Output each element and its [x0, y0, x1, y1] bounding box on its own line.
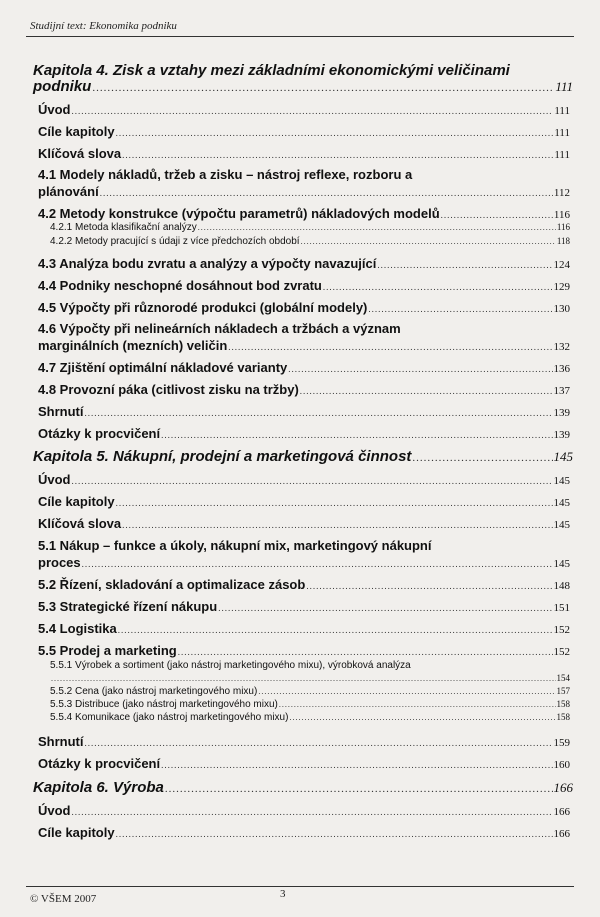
entry-label-cont: plánování: [38, 184, 99, 199]
toc-entry[interactable]: [0, 712, 600, 723]
toc-entry[interactable]: [0, 256, 600, 271]
page-number: 152: [553, 624, 570, 636]
leader-dots: [279, 700, 556, 709]
toc-entry-chapter-4[interactable]: [0, 78, 600, 95]
leader-dots: [72, 476, 553, 486]
toc-entry[interactable]: [0, 756, 600, 771]
page-number: 111: [554, 105, 570, 117]
chapter-5-title: Kapitola 5. Nákupní, prodejní a marketingová činnost: [33, 448, 412, 465]
entry-label: 5.5.1 Výrobek a sortiment (jako nástroj marketingového mixu), výrobková analýza: [50, 660, 411, 671]
toc-entry[interactable]: [0, 686, 600, 697]
page-number: 148: [553, 580, 570, 592]
leader-dots: [288, 364, 552, 374]
page-number: 160: [553, 759, 570, 771]
chapter-6-title: Kapitola 6. Výroba: [33, 779, 164, 796]
toc-entry[interactable]: [0, 236, 600, 247]
toc-entry[interactable]: [0, 426, 600, 441]
toc-entry[interactable]: [0, 278, 600, 293]
toc-entry[interactable]: [0, 734, 600, 749]
page-number: 111: [554, 127, 570, 139]
toc-entry[interactable]: [0, 825, 600, 840]
toc-entry-chapter-6[interactable]: [0, 779, 600, 796]
toc-entry[interactable]: [0, 102, 600, 117]
page-number: 116: [553, 209, 570, 221]
page-number: 159: [553, 737, 570, 749]
page-number: 137: [553, 385, 570, 397]
entry-label-cont: proces: [38, 555, 81, 570]
entry-label: 5.1 Nákup – funkce a úkoly, nákupní mix, marketingový nákupní: [38, 538, 432, 553]
footer-copyright: © VŠEM 2007: [30, 893, 97, 905]
page-number: 116: [556, 222, 570, 232]
leader-dots: [178, 647, 553, 657]
toc-entry[interactable]: [0, 555, 600, 570]
entry-label: Klíčová slova: [38, 516, 122, 531]
entry-label: 5.4 Logistika: [38, 621, 117, 636]
page-number: 166: [553, 806, 570, 818]
leader-dots: [116, 498, 553, 508]
page-number: 166: [553, 780, 573, 795]
leader-dots: [198, 223, 556, 232]
leader-dots: [82, 559, 553, 569]
page-number: 145: [553, 558, 570, 570]
leader-dots: [161, 430, 552, 440]
entry-label: 4.2 Metody konstrukce (výpočtu parametrů) nákladových modelů: [38, 206, 440, 221]
page-number: 158: [556, 699, 570, 709]
leader-dots: [218, 603, 552, 613]
leader-dots: [116, 128, 554, 138]
toc-entry[interactable]: [0, 803, 600, 818]
page-number: 132: [553, 341, 570, 353]
footer-rule: [26, 886, 574, 887]
leader-dots: [377, 260, 552, 270]
entry-label: 4.4 Podniky neschopné dosáhnout bod zvratu: [38, 278, 322, 293]
leader-dots: [289, 713, 555, 722]
toc-entry[interactable]: [0, 516, 600, 531]
page-number: 136: [553, 363, 570, 375]
entry-label: Cíle kapitoly: [38, 124, 115, 139]
entry-label: 5.2 Řízení, skladování a optimalizace zásob: [38, 577, 306, 592]
toc-entry[interactable]: [0, 673, 600, 683]
entry-label: Klíčová slova: [38, 146, 122, 161]
toc-entry[interactable]: [0, 404, 600, 419]
page-number: 129: [553, 281, 570, 293]
page-number: 111: [554, 149, 570, 161]
entry-label: 4.1 Modely nákladů, tržeb a zisku – nástroj reflexe, rozboru a: [38, 167, 413, 182]
entry-label: Cíle kapitoly: [38, 825, 115, 840]
entry-label: 4.2.1 Metoda klasifikační analýzy: [50, 222, 197, 233]
entry-label: 4.3 Analýza bodu zvratu a analýzy a výpočty navazující: [38, 256, 377, 271]
page-number: 111: [555, 79, 573, 94]
toc-entry[interactable]: [0, 472, 600, 487]
entry-label: Cíle kapitoly: [38, 494, 115, 509]
leader-dots: [441, 210, 553, 220]
page-number: 145: [553, 497, 570, 509]
entry-label: 5.5.3 Distribuce (jako nástroj marketingového mixu): [50, 699, 278, 710]
leader-dots: [300, 386, 553, 396]
leader-dots: [116, 829, 553, 839]
toc-entry[interactable]: [0, 599, 600, 614]
leader-dots: [122, 520, 552, 530]
toc-entry[interactable]: [0, 382, 600, 397]
toc-entry[interactable]: [0, 206, 600, 221]
leader-dots: [165, 783, 553, 795]
page-number: 154: [556, 673, 570, 683]
entry-label: 5.5 Prodej a marketing: [38, 643, 177, 658]
page-number: 145: [553, 519, 570, 531]
entry-label: 4.8 Provozní páka (citlivost zisku na tržby): [38, 382, 299, 397]
page-number: 151: [553, 602, 570, 614]
page-number: 139: [553, 429, 570, 441]
toc-entry[interactable]: [0, 338, 600, 353]
toc-entry-chapter-5[interactable]: [0, 448, 600, 465]
entry-label: 5.5.4 Komunikace (jako nástroj marketingového mixu): [50, 712, 289, 723]
leader-dots: [92, 82, 554, 94]
page-number: 118: [556, 236, 570, 246]
entry-label: Shrnutí: [38, 404, 84, 419]
entry-label: Úvod: [38, 803, 71, 818]
entry-label-cont: marginálních (mezních) veličin: [38, 338, 228, 353]
toc-entry[interactable]: [0, 300, 600, 315]
entry-label: 4.6 Výpočty při nelineárních nákladech a tržbách a význam: [38, 321, 401, 336]
leader-dots: [85, 738, 553, 748]
entry-label: Úvod: [38, 102, 71, 117]
leader-dots: [100, 188, 553, 198]
entry-label: 5.3 Strategické řízení nákupu: [38, 599, 218, 614]
leader-dots: [228, 342, 552, 352]
page-number: 139: [553, 407, 570, 419]
leader-dots: [118, 625, 553, 635]
page-number: 145: [553, 475, 570, 487]
leader-dots: [323, 282, 553, 292]
toc-entry[interactable]: [0, 360, 600, 375]
footer-page-number: 3: [280, 888, 286, 900]
leader-dots: [51, 674, 556, 683]
leader-dots: [306, 581, 552, 591]
toc-entry[interactable]: [0, 124, 600, 139]
entry-label: 4.7 Zjištění optimální nákladové varianty: [38, 360, 288, 375]
page-number: 158: [556, 712, 570, 722]
entry-label: 5.5.2 Cena (jako nástroj marketingového mixu): [50, 686, 258, 697]
entry-label: Shrnutí: [38, 734, 84, 749]
toc-entry[interactable]: [0, 577, 600, 592]
toc-entry[interactable]: [0, 643, 600, 658]
leader-dots: [412, 452, 552, 464]
page-number: 152: [553, 646, 570, 658]
leader-dots: [85, 408, 553, 418]
leader-dots: [122, 150, 553, 160]
entry-label: Otázky k procvičení: [38, 756, 161, 771]
leader-dots: [368, 304, 552, 314]
page-number: 130: [553, 303, 570, 315]
page-number: 112: [553, 187, 570, 199]
page-number: 157: [556, 686, 570, 696]
toc-entry[interactable]: [0, 184, 600, 199]
page-number: 166: [553, 828, 570, 840]
entry-label: Úvod: [38, 472, 71, 487]
leader-dots: [72, 106, 554, 116]
toc-entry[interactable]: [0, 222, 600, 233]
entry-label: Otázky k procvičení: [38, 426, 161, 441]
leader-dots: [72, 807, 553, 817]
toc-entry[interactable]: [0, 494, 600, 509]
toc-entry[interactable]: [0, 621, 600, 636]
leader-dots: [161, 760, 552, 770]
leader-dots: [258, 687, 555, 696]
running-header: Studijní text: Ekonomika podniku: [30, 20, 177, 32]
toc-entry[interactable]: [0, 699, 600, 710]
entry-label: 4.5 Výpočty při různorodé produkci (globální modely): [38, 300, 368, 315]
chapter-4-title: Kapitola 4. Zisk a vztahy mezi základními ekonomickými veličinami: [33, 62, 510, 79]
page-number: 124: [553, 259, 570, 271]
chapter-4-title-cont: podniku: [33, 78, 92, 95]
toc-entry[interactable]: [0, 146, 600, 161]
entry-label: 4.2.2 Metody pracující s údaji z více předchozích období: [50, 236, 300, 247]
leader-dots: [301, 237, 556, 246]
page-number: 145: [553, 449, 573, 464]
